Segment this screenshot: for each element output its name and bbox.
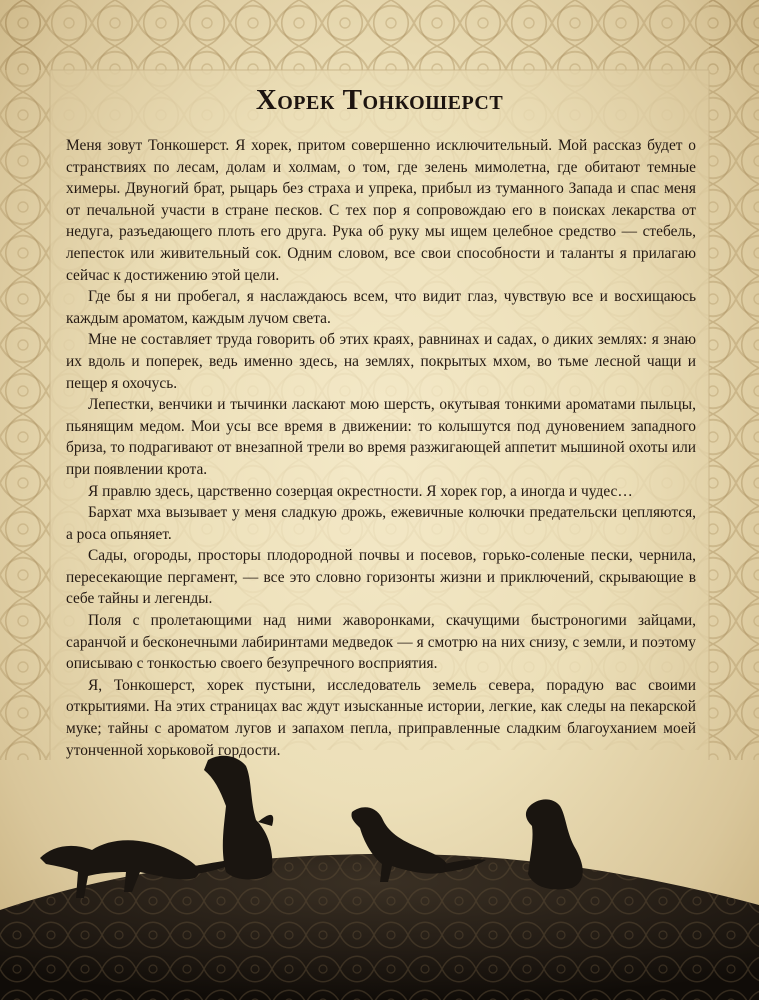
paragraph: Я, Тонкошерст, хорек пустыни, исследователь земель севера, порадую вас своими открытиями. На этих страницах вас ждут изысканные истории, легкие, как следы на пекарской муке; тайны с ароматом лугов и запахом пепла, приправленные сладким благоуханием моей утонченной хорьковой гордости. xyxy=(66,676,696,759)
paragraph: Где бы я ни пробегал, я наслаждаюсь всем, что видит глаз, чувствую все и восхищаюсь каждым ароматом, каждым лучом света. xyxy=(66,288,696,327)
paragraph: Мне не составляет труда говорить об этих краях, равнинах и садах, о диких землях: я знаю их вдоль и поперек, ведь именно здесь, на землях, покрытых мхом, во тьме лесной чащи и пещер я охочусь. xyxy=(66,331,696,392)
paragraph: Меня зовут Тонкошерст. Я хорек, притом совершенно исключительный. Мой рассказ будет о странствиях по лесам, долам и холмам, о том, где зелень мимолетна, где обитают темные химеры. Двуногий брат, рыцарь без страха и упрека, прибыл из туманного Запада и спас меня от печальной участи в стране песков. С тех пор я сопровождаю его в поисках лекарства от недуга, разъедающего плоть его друга. Рука об руку мы ищем целебное средство — стебель, лепесток или живительный сок. Одним словом, все свои способности и таланты я прилагаю сейчас к достижению этой цели. xyxy=(66,137,696,284)
ferret-silhouette-hill xyxy=(0,740,759,1000)
paragraph: Сады, огороды, просторы плодородной почвы и посевов, горько-соленые пески, чернила, пересекающие пергамент, — все это словно горизонты жизни и приключений, скрывающие в себе тайны и легенды. xyxy=(66,547,696,608)
paragraph: Поля с пролетающими над ними жаворонками, скачущими быстроногими зайцами, саранчой и бесконечными лабиринтами медведок — я смотрю на них снизу, с земли, и поэтому описываю с тонкостью своего безупречного восприятия. xyxy=(66,612,696,673)
ferret-standing xyxy=(204,756,273,880)
page-title: Хорек Тонкошерст xyxy=(255,84,504,116)
story-text xyxy=(66,135,696,761)
ferret-sitting xyxy=(526,799,583,889)
paragraph: Бархат мха вызывает у меня сладкую дрожь, ежевичные колючки предательски цепляются, а роса опьяняет. xyxy=(66,504,696,543)
paragraph: Лепестки, венчики и тычинки ласкают мою шерсть, окутывая тонкими ароматами пыльцы, пьянящим медом. Мои усы все время в движении: то колышутся под дуновением западного бриза, то подрагивают от внезапной трели во время разжигающей аппетит мышиной охоты или при появлении крота. xyxy=(66,396,696,478)
paragraph: Я правлю здесь, царственно созерцая окрестности. Я хорек гор, а иногда и чудес… xyxy=(88,482,633,500)
